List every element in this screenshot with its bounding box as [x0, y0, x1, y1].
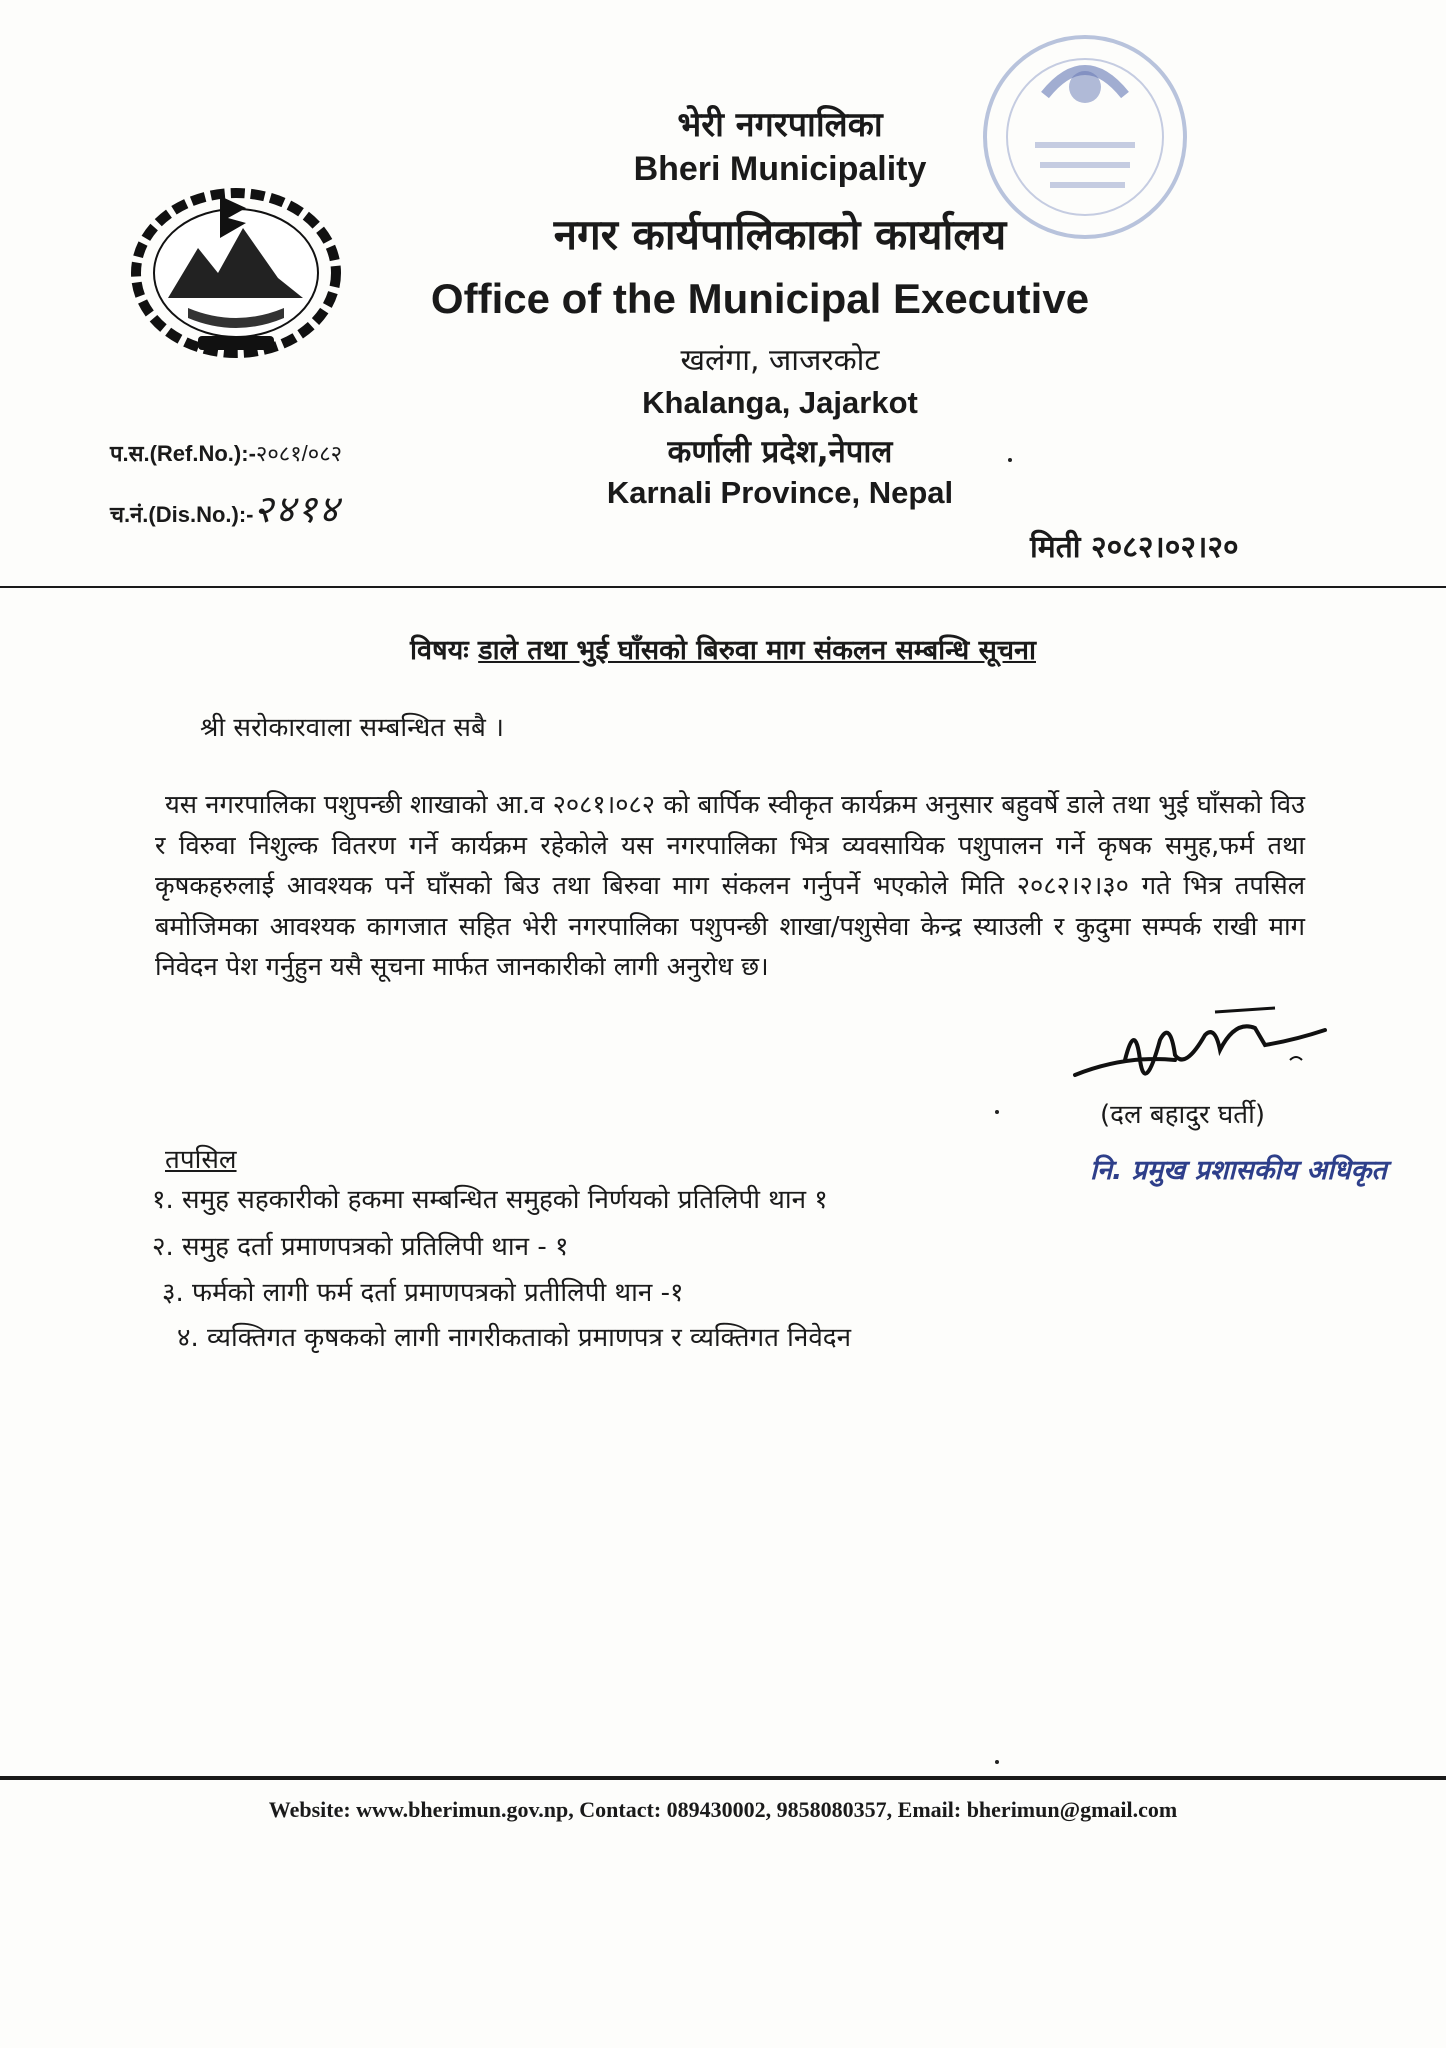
- salutation: श्री सरोकारवाला सम्बन्धित सबै ।: [200, 713, 504, 743]
- municipality-name-nepali: भेरी नगरपालिका: [677, 105, 883, 145]
- office-name-english: Office of the Municipal Executive: [430, 275, 1090, 322]
- ref-label: प.स.(Ref.No.):-: [110, 441, 256, 466]
- annex-item: २. समुह दर्ता प्रमाणपत्रको प्रतिलिपी थान - १: [152, 1232, 569, 1262]
- address-english: Khalanga, Jajarkot: [642, 385, 918, 420]
- speck: [995, 1760, 999, 1764]
- subject-text: डाले तथा भुई घाँसको बिरुवा माग संकलन सम्बन्धि सूचना: [478, 635, 1036, 666]
- handwritten-signature: [1065, 1000, 1335, 1110]
- municipality-name-english: Bheri Municipality: [633, 150, 927, 188]
- header-divider: [0, 586, 1446, 588]
- dis-label: च.नं.(Dis.No.):-: [110, 502, 254, 527]
- signatory-designation-stamp: नि. प्रमुख प्रशासकीय अधिकृत: [1090, 1155, 1387, 1186]
- annex-item: ४. व्यक्तिगत कृषकको लागी नागरीकताको प्रमाणपत्र र व्यक्तिगत निवेदन: [177, 1323, 852, 1353]
- annex-item: ३. फर्मको लागी फर्म दर्ता प्रमाणपत्रको प्रतीलिपी थान -१: [162, 1278, 684, 1308]
- speck: [1008, 458, 1012, 462]
- reference-number: [110, 438, 342, 468]
- footer-divider: [0, 1776, 1446, 1780]
- signatory-name: (दल बहादुर घर्ती): [1100, 1100, 1265, 1130]
- dispatch-number: [110, 482, 341, 534]
- footer-contact: Website: www.bherimun.gov.np, Contact: 089430002, 9858080357, Email: bherimun@gmail.com: [268, 1797, 1178, 1822]
- annex-item: १. समुह सहकारीको हकमा सम्बन्धित समुहको निर्णयको प्रतिलिपी थान १: [152, 1185, 828, 1215]
- ref-value: २०८१/०८२: [255, 441, 343, 466]
- subject-line: [180, 630, 1266, 667]
- dis-value-handwritten: २४१४: [253, 487, 341, 531]
- annex-title: तपसिल: [165, 1145, 237, 1175]
- subject-label: विषयः: [410, 635, 469, 666]
- coat-of-arms-emblem: [128, 178, 344, 358]
- notice-body: यस नगरपालिका पशुपन्छी शाखाको आ.व २०८१।०८२ को बार्पिक स्वीकृत कार्यक्रम अनुसार बहुवर्षे डाले तथा भुई घाँसको विउ र विरुवा निशुल्क वितरण गर्ने कार्यक्रम रहेकोले यस नगरपालिका भित्र व्यवसायिक पशुपालन गर्ने कृषक समुह,फर्म तथा कृषकहरुलाई आवश्यक पर्ने घाँसको बिउ तथा बिरुवा माग संकलन गर्नुपर्ने भएकोले मिति २०८२।२।३० गते भित्र तपसिल बमोजिमका आवश्यक कागजात सहित भेरी नगरपालिका पशुपन्छी शाखा/पशुसेवा केन्द्र स्याउली र कुदुमा सम्पर्क राखी माग निवेदन पेश गर्नुहुन यसै सूचना मार्फत जानकारीको लागी अनुरोध छ।: [155, 790, 1305, 982]
- office-name-nepali: नगर कार्यपालिकाको कार्यालय: [553, 210, 1007, 259]
- speck: [995, 1110, 999, 1114]
- province-english: Karnali Province, Nepal: [606, 475, 954, 510]
- letter-date: मिती २०८२।०२।२०: [1030, 530, 1239, 565]
- address-nepali: खलंगा, जाजरकोट: [680, 343, 880, 378]
- province-nepali: कर्णाली प्रदेश,नेपाल: [667, 434, 893, 470]
